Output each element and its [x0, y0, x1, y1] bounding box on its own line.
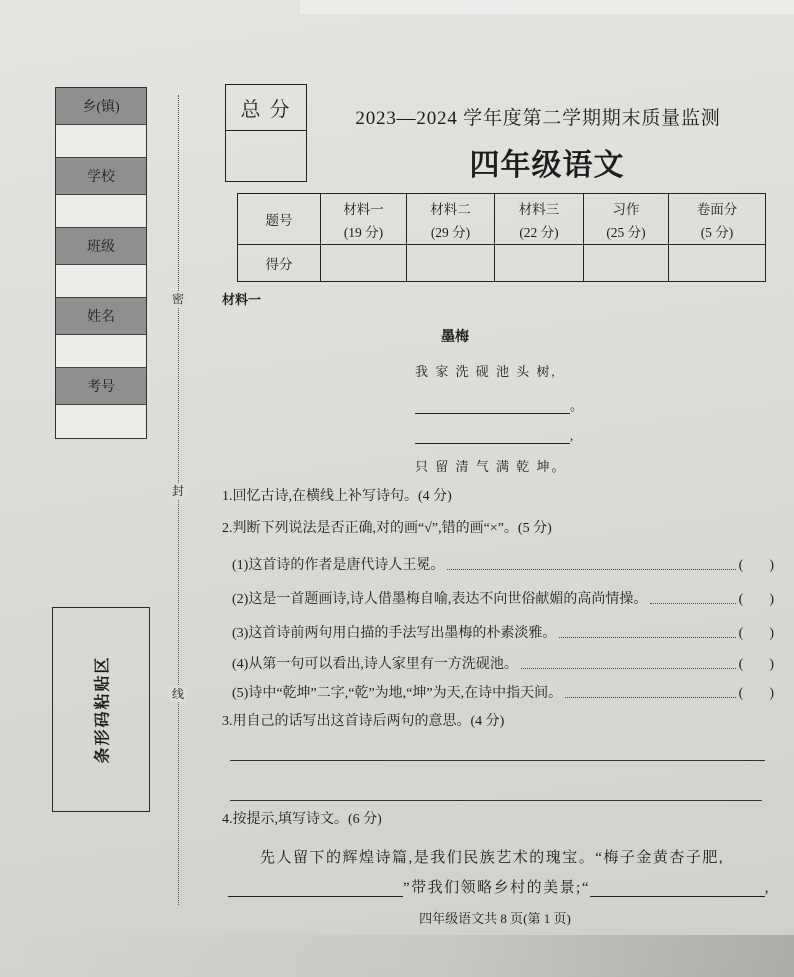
answer-line [230, 760, 765, 761]
dotted-leader [447, 569, 735, 570]
column-name: 材料一 [343, 201, 384, 217]
poem-line-4: 只 留 清 气 满 乾 坤。 [415, 459, 567, 474]
seal-mark-mi: 密 [169, 291, 187, 307]
judgment-item [232, 653, 774, 673]
judgment-text: (1)这首诗的作者是唐代诗人王冕。 [232, 558, 445, 573]
question-2-prompt: 2.判断下列说法是否正确,对的画“√”,错的画“×”。(5 分) [222, 521, 552, 536]
score-cell [584, 245, 669, 282]
bottom-shadow [0, 935, 794, 977]
exam-subject: 四年级语文 [469, 149, 625, 182]
total-score-label: 总 分 [226, 85, 306, 131]
question-1: 1.回忆古诗,在横线上补写诗句。(4 分) [222, 489, 452, 504]
score-cell [495, 245, 584, 282]
blank-end-punctuation: 。 [570, 398, 584, 413]
judgment-text: (5)诗中“乾坤”二字,“乾”为地,“坤”为天,在诗中指天间。 [232, 686, 563, 701]
seal-mark-xian: 线 [169, 686, 187, 702]
score-table-header-row [238, 194, 766, 245]
question-3: 3.用自己的话写出这首诗后两句的意思。(4 分) [222, 714, 505, 729]
top-paper-edge [300, 0, 794, 14]
fill-blank [415, 400, 570, 414]
info-label-name: 姓名 [56, 298, 146, 335]
fill-blank [228, 883, 403, 897]
info-label-school: 学校 [56, 158, 146, 195]
dotted-leader [559, 637, 735, 638]
answer-bracket-close: ) [769, 686, 774, 701]
seal-mark-feng: 封 [169, 483, 187, 499]
student-info-box [55, 87, 147, 439]
judgment-item [232, 554, 774, 574]
score-cell [669, 245, 766, 282]
judgment-text: (3)这首诗前两句用白描的手法写出墨梅的朴素淡雅。 [232, 626, 557, 641]
score-table-header-cell [669, 194, 766, 245]
info-label-township: 乡(镇) [56, 88, 146, 125]
total-score-box [225, 84, 307, 182]
score-table [237, 193, 766, 282]
score-table-header-cell [584, 194, 669, 245]
column-name: 题号 [265, 213, 293, 228]
info-field-class [56, 265, 146, 298]
poem-blank-line-3 [415, 428, 573, 444]
column-points: (19 分) [343, 224, 384, 240]
column-name: 习作 [612, 201, 640, 217]
column-points: (22 分) [519, 224, 559, 240]
answer-bracket-open: ( [738, 626, 744, 641]
question-4-text-line-1: 先人留下的辉煌诗篇,是我们民族艺术的瑰宝。“梅子金黄杏子肥, [260, 850, 725, 866]
column-points: (25 分) [606, 224, 646, 240]
dotted-leader [650, 603, 735, 604]
answer-line [230, 800, 762, 801]
answer-bracket-open: ( [738, 686, 744, 701]
poem-blank-line-2 [415, 395, 583, 414]
poem-title: 墨梅 [441, 330, 469, 345]
info-field-name [56, 335, 146, 368]
score-table-header-cell [495, 194, 584, 245]
answer-bracket-open: ( [738, 657, 744, 672]
score-cell [407, 245, 495, 282]
question-4-text-line-2 [228, 876, 770, 897]
material-1-label: 材料一 [222, 292, 262, 307]
judgment-text: (4)从第一句可以看出,诗人家里有一方洗砚池。 [232, 657, 518, 672]
page-footer: 四年级语文共 8 页(第 1 页) [419, 911, 571, 926]
judgment-item [232, 682, 774, 702]
column-points: (29 分) [430, 224, 471, 240]
info-label-exam-number: 考号 [56, 368, 146, 405]
answer-bracket-close: ) [769, 558, 774, 573]
answer-bracket-close: ) [769, 592, 774, 607]
judgment-text: (2)这是一首题画诗,诗人借墨梅自喻,表达不向世俗献媚的高尚情操。 [232, 592, 648, 607]
exam-title: 2023—2024 学年度第二学期期末质量监测 [355, 108, 721, 129]
column-name: 材料三 [518, 201, 560, 217]
score-cell [321, 245, 407, 282]
judgment-item [232, 588, 774, 608]
seal-dotted-line [178, 95, 179, 905]
fill-blank [590, 883, 765, 897]
judgment-item [232, 622, 774, 642]
blank-end-punctuation: , [570, 428, 574, 443]
question-4-text-end: , [764, 880, 770, 896]
info-field-school [56, 195, 146, 228]
column-name: 材料二 [430, 201, 471, 217]
info-field-exam-number [56, 405, 146, 438]
answer-bracket-open: ( [738, 558, 744, 573]
info-label-class: 班级 [56, 228, 146, 265]
info-field-township [56, 125, 146, 158]
column-points: (5 分) [700, 224, 734, 240]
fill-blank [415, 430, 570, 444]
answer-bracket-close: ) [769, 657, 774, 672]
score-row-label: 得分 [238, 245, 321, 282]
barcode-label: 条形码粘贴区 [94, 655, 112, 764]
score-table-header-cell [238, 194, 321, 245]
column-name: 卷面分 [696, 201, 738, 217]
answer-bracket-open: ( [738, 592, 744, 607]
score-table-header-cell [321, 194, 407, 245]
poem-line-1: 我 家 洗 砚 池 头 树, [415, 364, 557, 379]
question-4-text-middle: ”带我们领略乡村的美景;“ [403, 880, 590, 896]
score-table-header-cell [407, 194, 495, 245]
dotted-leader [565, 697, 736, 698]
dotted-leader [521, 668, 736, 669]
barcode-sticker-area [52, 607, 150, 812]
answer-bracket-close: ) [769, 626, 774, 641]
score-table-score-row [238, 245, 766, 282]
question-4-prompt: 4.按提示,填写诗文。(6 分) [222, 812, 382, 827]
